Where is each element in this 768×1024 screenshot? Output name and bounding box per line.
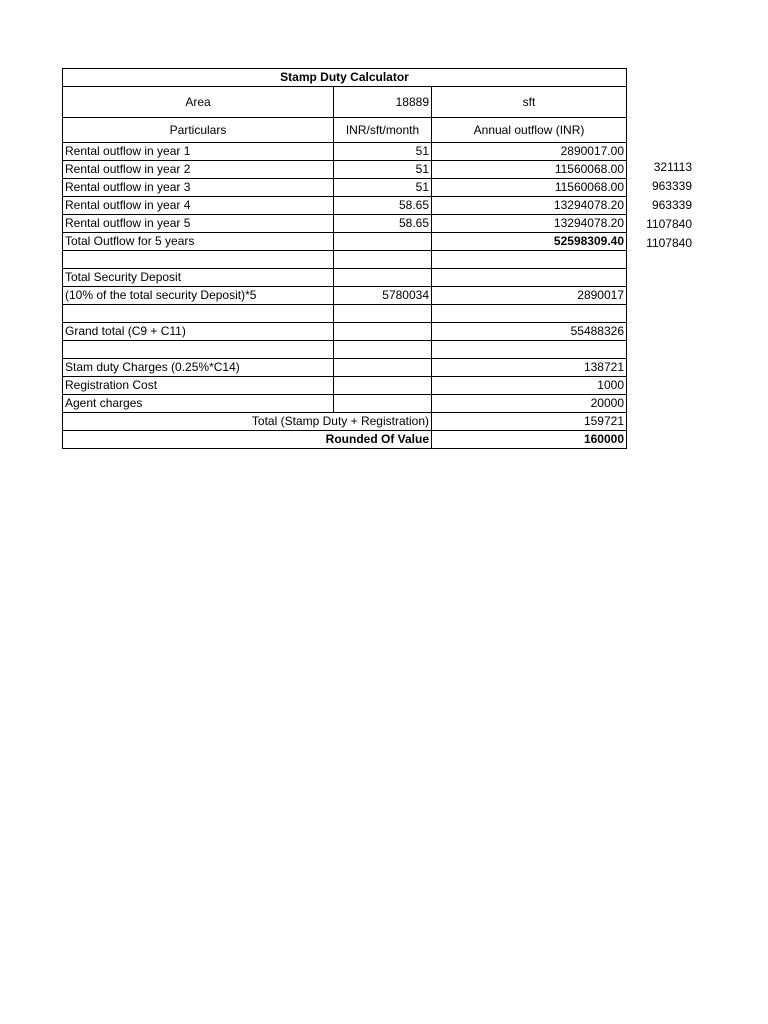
empty-cell (432, 269, 627, 287)
area-value[interactable]: 18889 (334, 87, 432, 118)
security-sub-label: (10% of the total security Deposit)*5 (63, 287, 334, 305)
rental-annual: 11560068.00 (432, 161, 627, 179)
empty-cell (334, 377, 432, 395)
registration-label: Registration Cost (63, 377, 334, 395)
rental-annual: 11560068.00 (432, 179, 627, 197)
empty-cell (334, 305, 432, 323)
header-annual: Annual outflow (INR) (432, 118, 627, 143)
header-particulars: Particulars (63, 118, 334, 143)
rental-rate[interactable]: 51 (334, 179, 432, 197)
rental-annual: 13294078.20 (432, 197, 627, 215)
stamp-duty-value: 138721 (432, 359, 627, 377)
empty-cell (63, 251, 334, 269)
empty-cell (432, 341, 627, 359)
security-rate[interactable]: 5780034 (334, 287, 432, 305)
rental-label: Rental outflow in year 3 (63, 179, 334, 197)
rental-rate[interactable]: 51 (334, 161, 432, 179)
rental-rate[interactable]: 51 (334, 143, 432, 161)
empty-cell (334, 395, 432, 413)
rental-label: Rental outflow in year 1 (63, 143, 334, 161)
security-value: 2890017 (432, 287, 627, 305)
total-outflow-label: Total Outflow for 5 years (63, 233, 334, 251)
rental-label: Rental outflow in year 5 (63, 215, 334, 233)
empty-cell (432, 305, 627, 323)
registration-value[interactable]: 1000 (432, 377, 627, 395)
header-rate: INR/sft/month (334, 118, 432, 143)
grand-total-value: 55488326 (432, 323, 627, 341)
security-label: Total Security Deposit (63, 269, 334, 287)
rental-row-3 (63, 179, 627, 197)
area-unit: sft (432, 87, 627, 118)
rental-rate[interactable]: 58.65 (334, 215, 432, 233)
sheet-title: Stamp Duty Calculator (63, 69, 627, 87)
empty-cell (334, 323, 432, 341)
stamp-duty-label: Stam duty Charges (0.25%*C14) (63, 359, 334, 377)
agent-value[interactable]: 20000 (432, 395, 627, 413)
agent-label: Agent charges (63, 395, 334, 413)
empty-cell (334, 341, 432, 359)
stamp-duty-sheet (62, 68, 627, 449)
rental-row-4 (63, 197, 627, 215)
side-value-year-3: 963339 (651, 198, 692, 212)
empty-cell (334, 269, 432, 287)
empty-cell (334, 251, 432, 269)
side-value-year-5: 1107840 (646, 236, 692, 250)
total-outflow-value: 52598309.40 (432, 233, 627, 251)
empty-cell (63, 341, 334, 359)
rental-row-1 (63, 143, 627, 161)
total-value: 159721 (432, 413, 627, 431)
rental-row-2 (63, 161, 627, 179)
rounded-value: 160000 (432, 431, 627, 449)
rental-row-5 (63, 215, 627, 233)
total-outflow-row (63, 233, 627, 251)
rental-annual: 2890017.00 (432, 143, 627, 161)
empty-cell (432, 251, 627, 269)
empty-cell (334, 233, 432, 251)
rental-label: Rental outflow in year 4 (63, 197, 334, 215)
side-value-year-2: 963339 (651, 179, 692, 193)
side-value-year-4: 1107840 (646, 217, 692, 231)
area-label: Area (63, 87, 334, 118)
empty-cell (334, 359, 432, 377)
rental-rate[interactable]: 58.65 (334, 197, 432, 215)
calculator-table (62, 68, 627, 449)
grand-total-label: Grand total (C9 + C11) (63, 323, 334, 341)
rental-annual: 13294078.20 (432, 215, 627, 233)
rounded-label: Rounded Of Value (63, 431, 432, 449)
total-label: Total (Stamp Duty + Registration) (63, 413, 432, 431)
empty-cell (63, 305, 334, 323)
rental-label: Rental outflow in year 2 (63, 161, 334, 179)
side-value-year-1: 321113 (653, 160, 692, 174)
